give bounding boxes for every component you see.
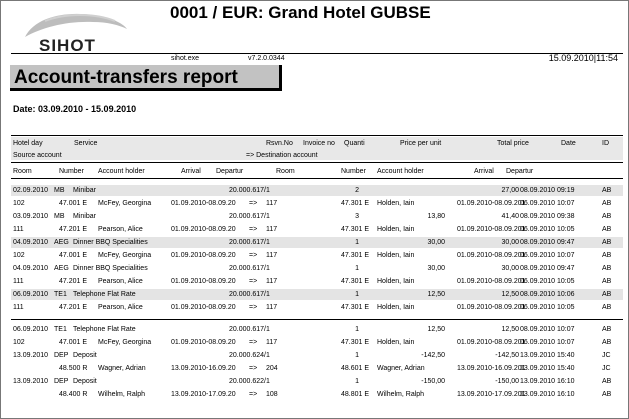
source-account-number: 47.001 E [59, 339, 88, 346]
destination-account-number: 47.301 E [341, 278, 370, 285]
user-id: AB [602, 326, 612, 333]
col-price-per-unit: Price per unit [400, 140, 442, 147]
transfer-date: 08.09.2010 10:06 [520, 291, 575, 298]
destination-account-holder: Holden, Iain [377, 278, 415, 285]
hotel-day-value: 04.09.2010 [13, 265, 49, 272]
hotel-day-value: 03.09.2010 [13, 213, 49, 220]
col-number-dest: Number [341, 168, 366, 175]
transfer-arrow: => [249, 226, 258, 233]
service-code: TE1 [54, 291, 67, 298]
service-code: AEG [54, 265, 69, 272]
destination-user-id: AB [602, 304, 612, 311]
source-account-holder: Wilhelm, Ralph [98, 391, 146, 398]
detail-header-rule [11, 178, 623, 179]
hotel-day-value: 13.09.2010 [13, 378, 49, 385]
service-code: DEP [54, 378, 69, 385]
source-room: 111 [13, 278, 24, 285]
source-stay-period: 01.09.2010-08.09.20 [171, 339, 236, 346]
col-service: Service [74, 140, 98, 147]
hotel-day-value: 04.09.2010 [13, 239, 49, 246]
transfer-arrow: => [249, 339, 258, 346]
source-account-number: 48.400 R [59, 391, 88, 398]
destination-stay-period: 13.09.2010-17.09.201 [457, 391, 526, 398]
source-stay-period: 01.09.2010-08.09.20 [171, 252, 236, 259]
reservation-number: 20.000.617/1 [229, 265, 270, 272]
total-price: -150,00 [495, 378, 519, 385]
destination-stay-period: 01.09.2010-08.09.201 [457, 226, 526, 233]
destination-account-number: 48.601 E [341, 365, 370, 372]
destination-user-id: AB [602, 278, 612, 285]
service-code: DEP [54, 352, 69, 359]
service-name: Telephone Flat Rate [73, 291, 136, 298]
program-name: sihot.exe [171, 55, 200, 62]
destination-user-id: AB [602, 200, 612, 207]
unit-price: -150,00 [421, 378, 445, 385]
total-price: -142,50 [495, 352, 519, 359]
logo-text: SIHOT [39, 36, 96, 55]
col-source-account: Source account [13, 152, 62, 159]
quantity-value: 1 [355, 378, 359, 385]
user-id: AB [602, 265, 612, 272]
user-id: AB [602, 291, 612, 298]
total-price: 30,00 [501, 239, 519, 246]
reservation-number: 20.000.617/1 [229, 239, 270, 246]
unit-price: 30,00 [427, 265, 445, 272]
destination-stay-period: 01.09.2010-08.09.201 [457, 278, 526, 285]
total-price: 30,00 [501, 265, 519, 272]
col-departure-dest: Departur [506, 168, 534, 175]
transfer-arrow: => [249, 200, 258, 207]
transfer-date: 08.09.2010 09:47 [520, 265, 575, 272]
source-account-holder: Pearson, Alice [98, 226, 143, 233]
reservation-number: 20.000.624/1 [229, 352, 270, 359]
source-account-number: 47.001 E [59, 200, 88, 207]
quantity-value: 1 [355, 352, 359, 359]
total-price: 12,50 [501, 291, 519, 298]
source-room: 102 [13, 252, 25, 259]
unit-price: 13,80 [427, 213, 445, 220]
col-hotel-day: Hotel day [13, 140, 43, 147]
source-room: 111 [13, 304, 24, 311]
service-code: TE1 [54, 326, 67, 333]
destination-date: 13.09.2010 15:40 [520, 365, 575, 372]
reservation-number: 20.000.617/1 [229, 291, 270, 298]
source-room: 111 [13, 226, 24, 233]
program-version: v7.2.0.0344 [248, 55, 285, 62]
destination-account-holder: Holden, Iain [377, 200, 415, 207]
destination-date: 06.09.2010 10:05 [520, 226, 575, 233]
destination-account-number: 47.301 E [341, 304, 370, 311]
destination-user-id: AB [602, 339, 612, 346]
destination-user-id: AB [602, 391, 612, 398]
source-account-holder: Pearson, Alice [98, 304, 143, 311]
service-name: Deposit [73, 378, 97, 385]
transfer-arrow: => [249, 278, 258, 285]
reservation-number: 20.000.617/1 [229, 326, 270, 333]
destination-room: 108 [266, 391, 278, 398]
quantity-value: 1 [355, 265, 359, 272]
source-account-holder: Wagner, Adrian [98, 365, 146, 372]
col-arrival: Arrival [181, 168, 201, 175]
user-id: AB [602, 378, 612, 385]
destination-account-number: 47.301 E [341, 226, 370, 233]
date-range: Date: 03.09.2010 - 15.09.2010 [13, 104, 137, 114]
col-account-holder-dest: Account holder [377, 168, 424, 175]
col-number: Number [59, 168, 84, 175]
print-timestamp: 15.09.2010|11:54 [548, 53, 618, 63]
user-id: AB [602, 239, 612, 246]
destination-room: 117 [266, 278, 278, 285]
quantity-value: 3 [355, 213, 359, 220]
sihot-logo [15, 7, 135, 59]
header-rule [11, 53, 623, 54]
unit-price: 12,50 [427, 291, 445, 298]
destination-room: 117 [266, 252, 278, 259]
source-stay-period: 01.09.2010-08.09.20 [171, 226, 236, 233]
col-total-price: Total price [497, 140, 529, 147]
section-separator [11, 319, 623, 320]
unit-price: -142,50 [421, 352, 445, 359]
destination-room: 204 [266, 365, 278, 372]
transfer-arrow: => [249, 365, 258, 372]
source-account-holder: McFey, Georgina [98, 339, 152, 346]
source-stay-period: 01.09.2010-08.09.20 [171, 200, 236, 207]
user-id: AB [602, 213, 612, 220]
destination-account-holder: Wagner, Adrian [377, 365, 425, 372]
quantity-value: 1 [355, 239, 359, 246]
col-arrival-dest: Arrival [474, 168, 494, 175]
report-title: Account-transfers report [10, 65, 282, 91]
source-account-holder: Pearson, Alice [98, 278, 143, 285]
destination-account-number: 47.301 E [341, 339, 370, 346]
transfer-date: 13.09.2010 15:40 [520, 352, 575, 359]
source-room: 102 [13, 200, 25, 207]
source-account-number: 47.201 E [59, 304, 88, 311]
destination-date: 06.09.2010 10:07 [520, 200, 575, 207]
service-code: MB [54, 187, 65, 194]
quantity-value: 1 [355, 326, 359, 333]
col-room: Room [13, 168, 32, 175]
destination-stay-period: 01.09.2010-08.09.201 [457, 200, 526, 207]
destination-account-holder: Holden, Iain [377, 226, 415, 233]
total-price: 12,50 [501, 326, 519, 333]
destination-room: 117 [266, 339, 278, 346]
unit-price: 30,00 [427, 239, 445, 246]
service-name: Deposit [73, 352, 97, 359]
col-room-dest: Room [276, 168, 295, 175]
destination-stay-period: 01.09.2010-08.09.201 [457, 304, 526, 311]
total-price: 27,00 [501, 187, 519, 194]
destination-user-id: AB [602, 252, 612, 259]
transfer-arrow: => [249, 304, 258, 311]
col-departure: Departur [216, 168, 244, 175]
service-name: Dinner BBQ Specialities [73, 239, 148, 246]
destination-room: 117 [266, 226, 278, 233]
transfer-arrow: => [249, 252, 258, 259]
source-account-number: 48.500 R [59, 365, 88, 372]
source-account-number: 47.001 E [59, 252, 88, 259]
service-name: Telephone Flat Rate [73, 326, 136, 333]
destination-account-number: 48.801 E [341, 391, 370, 398]
user-id: AB [602, 187, 612, 194]
destination-account-number: 47.301 E [341, 200, 370, 207]
destination-account-holder: Holden, Iain [377, 339, 415, 346]
column-header-top-rule [11, 135, 623, 136]
col-invoice-no: Invoice no [303, 140, 335, 147]
transfer-date: 13.09.2010 16:10 [520, 378, 575, 385]
service-code: AEG [54, 239, 69, 246]
col-date: Date [561, 140, 576, 147]
hotel-day-value: 13.09.2010 [13, 352, 49, 359]
hotel-day-value: 02.09.2010 [13, 187, 49, 194]
hotel-title: 0001 / EUR: Grand Hotel GUBSE [170, 3, 431, 22]
destination-account-holder: Holden, Iain [377, 304, 415, 311]
destination-date: 06.09.2010 10:05 [520, 304, 575, 311]
reservation-number: 20.000.617/1 [229, 213, 270, 220]
sihot-logo-icon [15, 7, 135, 59]
destination-room: 117 [266, 200, 278, 207]
source-stay-period: 13.09.2010-17.09.20 [171, 391, 236, 398]
column-header-bottom-rule [11, 162, 623, 163]
destination-room: 117 [266, 304, 278, 311]
source-account-number: 47.201 E [59, 278, 88, 285]
destination-date: 13.09.2010 16:10 [520, 391, 575, 398]
col-destination-account: => Destination account [246, 152, 318, 159]
destination-account-holder: Wilhelm, Ralph [377, 391, 425, 398]
destination-date: 06.09.2010 10:05 [520, 278, 575, 285]
source-stay-period: 01.09.2010-08.09.20 [171, 304, 236, 311]
source-stay-period: 01.09.2010-08.09.20 [171, 278, 236, 285]
source-stay-period: 13.09.2010-16.09.20 [171, 365, 236, 372]
transfer-date: 08.09.2010 09:38 [520, 213, 575, 220]
col-rsvn-no: Rsvn.No [266, 140, 293, 147]
destination-account-number: 47.301 E [341, 252, 370, 259]
col-id: ID [602, 140, 609, 147]
transfer-date: 08.09.2010 09:47 [520, 239, 575, 246]
transfer-date: 08.09.2010 09:19 [520, 187, 575, 194]
reservation-number: 20.000.617/1 [229, 187, 270, 194]
destination-stay-period: 13.09.2010-16.09.201 [457, 365, 526, 372]
reservation-number: 20.000.622/1 [229, 378, 270, 385]
source-account-holder: McFey, Georgina [98, 252, 152, 259]
transfer-arrow: => [249, 391, 258, 398]
service-name: Minibar [73, 187, 96, 194]
hotel-day-value: 06.09.2010 [13, 326, 49, 333]
transfer-date: 08.09.2010 10:07 [520, 326, 575, 333]
col-quantity: Quanti [344, 140, 365, 147]
destination-user-id: AB [602, 226, 612, 233]
source-account-number: 47.201 E [59, 226, 88, 233]
service-code: MB [54, 213, 65, 220]
service-name: Minibar [73, 213, 96, 220]
destination-account-holder: Holden, Iain [377, 252, 415, 259]
destination-date: 06.09.2010 10:07 [520, 252, 575, 259]
destination-user-id: JC [602, 365, 611, 372]
source-account-holder: McFey, Georgina [98, 200, 152, 207]
destination-date: 06.09.2010 10:07 [520, 339, 575, 346]
hotel-day-value: 06.09.2010 [13, 291, 49, 298]
quantity-value: 2 [355, 187, 359, 194]
total-price: 41,40 [501, 213, 519, 220]
service-name: Dinner BBQ Specialities [73, 265, 148, 272]
source-room: 102 [13, 339, 25, 346]
user-id: JC [602, 352, 611, 359]
col-account-holder: Account holder [98, 168, 145, 175]
destination-stay-period: 01.09.2010-08.09.201 [457, 339, 526, 346]
quantity-value: 1 [355, 291, 359, 298]
destination-stay-period: 01.09.2010-08.09.201 [457, 252, 526, 259]
unit-price: 12,50 [427, 326, 445, 333]
